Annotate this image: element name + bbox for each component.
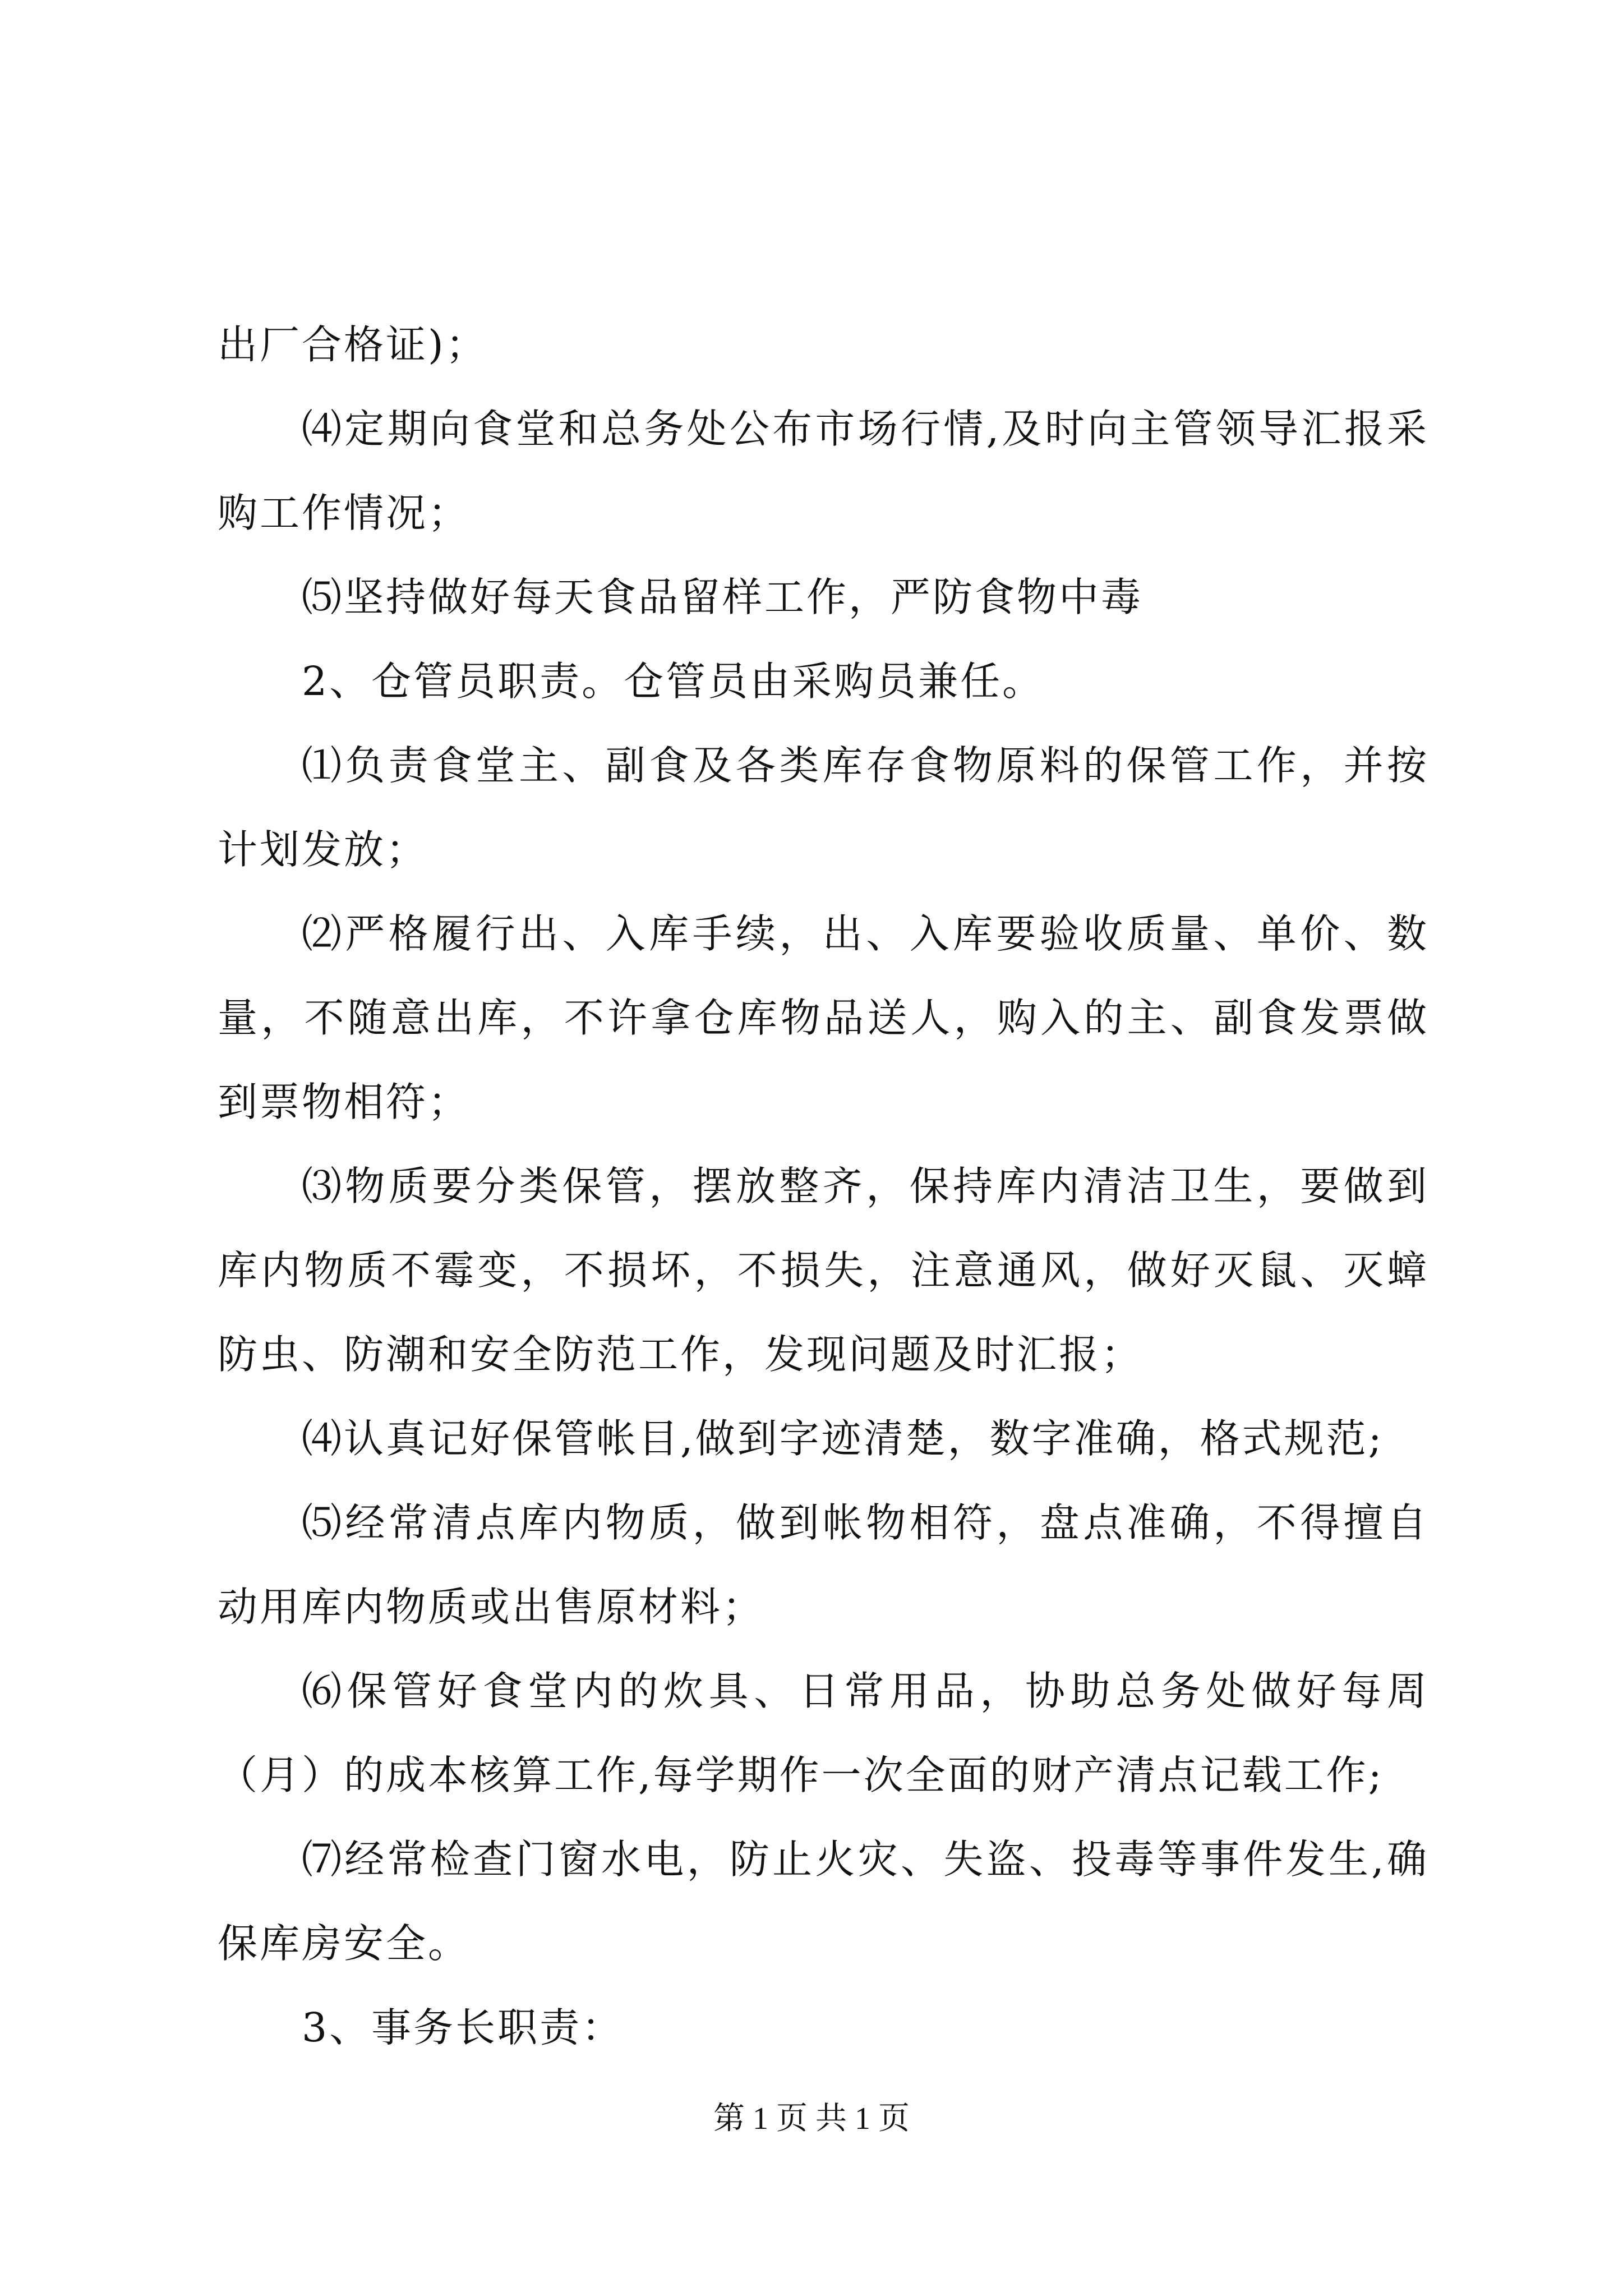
paragraph-item-1-storage: ⑴负责食堂主、副食及各类库存食物原料的保管工作，并按计划发放； (218, 742, 1429, 873)
paragraph-item-4-accounts: ⑷认真记好保管帐目,做到字迹清楚，数字准确，格式规范; (302, 1415, 1384, 1462)
document-body (218, 303, 1429, 2070)
section-heading-affairs-manager: 3、事务长职责： (302, 2004, 624, 2051)
paragraph-item-5-food-sample: ⑸坚持做好每天食品留样工作，严防食物中毒 (302, 574, 1144, 620)
section-heading-warehouse-keeper: 2、仓管员职责。仓管员由采购员兼任。 (302, 658, 1045, 705)
paragraph-item-5-inventory-check: ⑸经常清点库内物质，做到帐物相符，盘点准确，不得擅自动用库内物质或出售原材料； (218, 1499, 1429, 1630)
paragraph-item-7-safety: ⑺经常检查门窗水电，防止火灾、失盗、投毒等事件发生,确保库房安全。 (218, 1836, 1429, 1967)
paragraph-item-4-market-report: ⑷定期向食堂和总务处公布市场行情,及时向主管领导汇报采购工作情况； (218, 406, 1429, 536)
paragraph-item-2-in-out-procedure: ⑵严格履行出、入库手续，出、入库要验收质量、单价、数量，不随意出库，不许拿仓库物品送人，购入的主、副食发票做到票物相符； (218, 910, 1429, 1125)
page-number-footer: 第 1 页 共 1 页 (713, 2101, 910, 2136)
paragraph-item-6-cookware: ⑹保管好食堂内的炊具、日常用品，协助总务处做好每周（月）的成本核算工作,每学期作一次全面的财产清点记载工作; (218, 1668, 1429, 1798)
paragraph-item-3-classification: ⑶物质要分类保管，摆放整齐，保持库内清洁卫生，要做到库内物质不霉变，不损坏，不损失，注意通风，做好灭鼠、灭蟑防虫、防潮和安全防范工作，发现问题及时汇报； (218, 1163, 1429, 1378)
paragraph-continuation: 出厂合格证)； (218, 321, 488, 368)
